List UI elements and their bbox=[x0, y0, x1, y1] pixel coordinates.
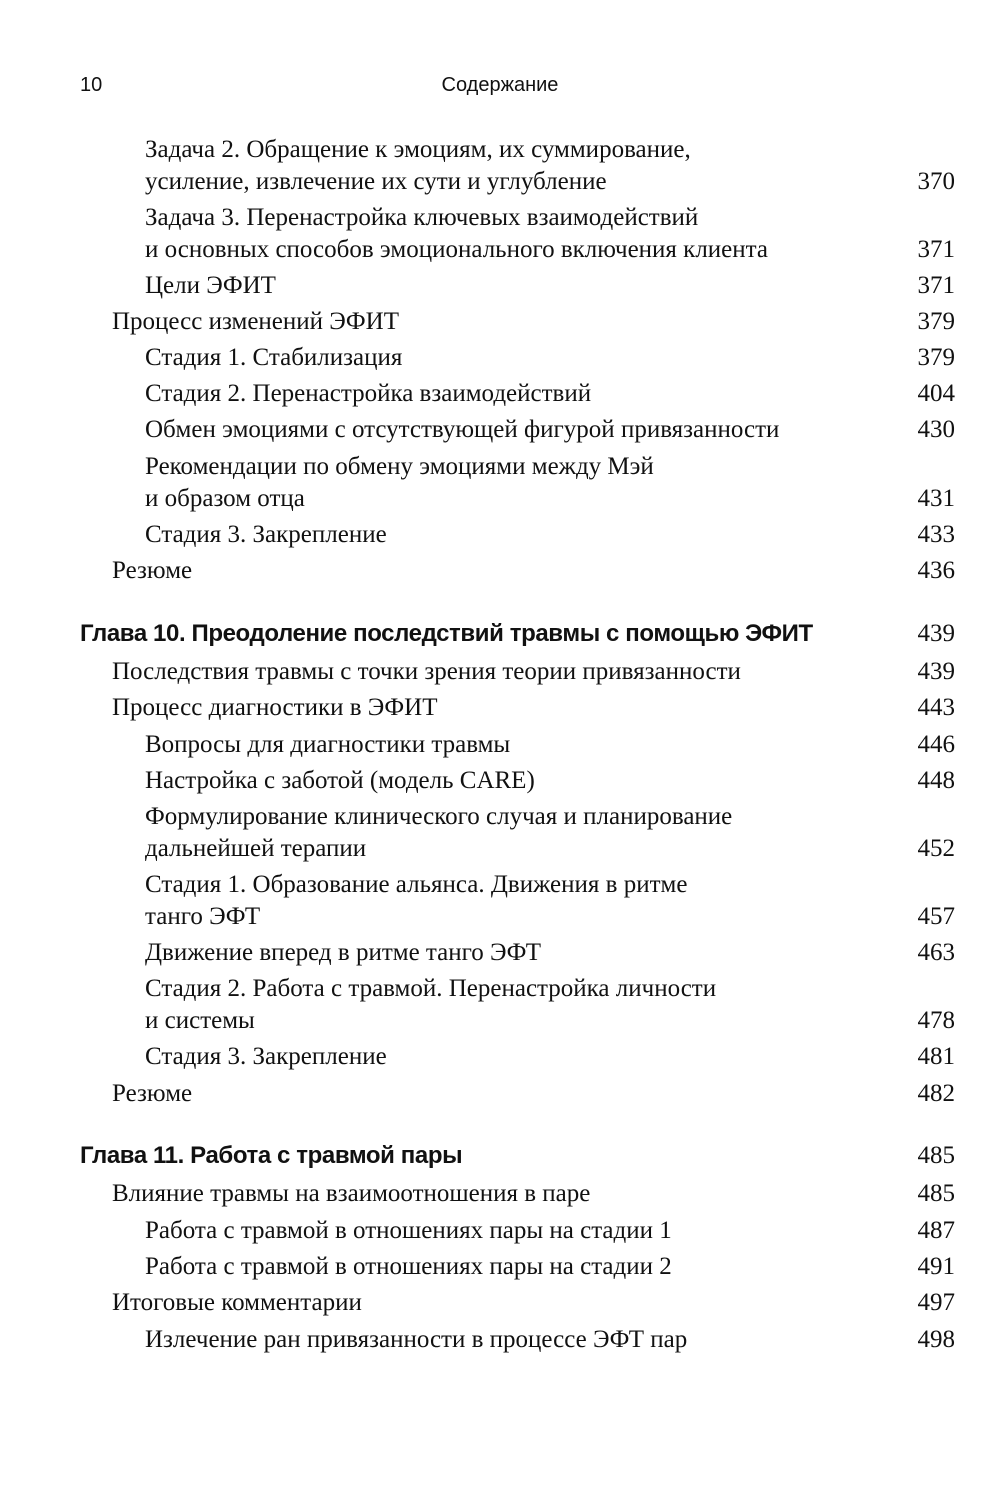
toc-entry-line bbox=[0, 134, 1000, 166]
toc-entry-line bbox=[0, 1251, 1000, 1283]
toc-entry-line bbox=[0, 555, 1000, 587]
toc-entry-page: 379 bbox=[917, 344, 955, 371]
toc-entry-title: Задача 2. Обращение к эмоциям, их суммирование, bbox=[145, 136, 691, 163]
toc-entry-line bbox=[0, 1215, 1000, 1247]
toc-entry-title: Излечение ран привязанности в процессе ЭФТ пар bbox=[145, 1326, 688, 1353]
toc-chapter-page: 485 bbox=[917, 1142, 955, 1169]
toc-entry-line bbox=[0, 1178, 1000, 1210]
toc-entry-page: 443 bbox=[917, 694, 955, 721]
toc-entry-page: 371 bbox=[917, 236, 955, 263]
toc-entry-title-cont: усиление, извлечение их сути и углубление bbox=[145, 168, 607, 195]
toc-entry-page: 481 bbox=[917, 1043, 955, 1070]
toc-entry-title: Стадия 1. Стабилизация bbox=[145, 344, 403, 371]
toc-entry-line bbox=[0, 1324, 1000, 1356]
toc-section-title: Влияние травмы на взаимоотношения в паре bbox=[112, 1180, 591, 1207]
toc-entry-page: 371 bbox=[917, 272, 955, 299]
toc-entry-page: 498 bbox=[917, 1326, 955, 1353]
toc-section-title: Процесс изменений ЭФИТ bbox=[112, 308, 399, 335]
toc-entry-title: Стадия 2. Перенастройка взаимодействий bbox=[145, 380, 592, 407]
toc-entry-title: Цели ЭФИТ bbox=[145, 272, 276, 299]
toc-entry-line bbox=[0, 901, 1000, 933]
toc-entry-line bbox=[0, 414, 1000, 446]
toc-entry-title: Обмен эмоциями с отсутствующей фигурой привязанности bbox=[145, 416, 780, 443]
toc-entry-line bbox=[0, 306, 1000, 338]
toc-section-title: Резюме bbox=[112, 557, 193, 584]
toc-entry-line bbox=[0, 692, 1000, 724]
toc-entry-page: 497 bbox=[917, 1289, 955, 1316]
toc-entry-line bbox=[0, 519, 1000, 551]
toc-entry-page: 448 bbox=[917, 767, 955, 794]
toc-entry-line bbox=[0, 729, 1000, 761]
toc-entry-page: 370 bbox=[917, 168, 955, 195]
toc-section-title: Процесс диагностики в ЭФИТ bbox=[112, 694, 438, 721]
toc-entry-page: 433 bbox=[917, 521, 955, 548]
toc-entry-line bbox=[0, 202, 1000, 234]
toc-chapter-title: Глава 10. Преодоление последствий травмы с помощью ЭФИТ bbox=[80, 620, 813, 647]
toc-entry-title: Рекомендации по обмену эмоциями между Мэй bbox=[145, 453, 654, 480]
toc-entry-title-cont: танго ЭФТ bbox=[145, 903, 261, 930]
toc-entry-title: Работа с травмой в отношениях пары на стадии 1 bbox=[145, 1217, 672, 1244]
toc-entry-line bbox=[0, 234, 1000, 266]
toc-entry-line bbox=[0, 801, 1000, 833]
toc-entry-page: 463 bbox=[917, 939, 955, 966]
toc-entry-line bbox=[0, 342, 1000, 374]
toc-entry-title: Вопросы для диагностики травмы bbox=[145, 731, 511, 758]
toc-entry-page: 404 bbox=[917, 380, 955, 407]
page-number: 10 bbox=[80, 74, 103, 96]
toc-entry-line bbox=[0, 656, 1000, 688]
toc-entry-line bbox=[0, 378, 1000, 410]
toc-entry-title: Формулирование клинического случая и планирование bbox=[145, 803, 733, 830]
toc-entry-page: 446 bbox=[917, 731, 955, 758]
toc-entry-line bbox=[0, 166, 1000, 198]
toc-entry-title: Настройка с заботой (модель CARE) bbox=[145, 767, 535, 794]
toc-entry-page: 431 bbox=[917, 485, 955, 512]
toc-entry-line bbox=[0, 1078, 1000, 1110]
toc-entry-page: 485 bbox=[917, 1180, 955, 1207]
running-title: Содержание bbox=[441, 74, 559, 96]
toc-chapter-title: Глава 11. Работа с травмой пары bbox=[80, 1142, 463, 1169]
toc-entry-line bbox=[0, 483, 1000, 515]
toc-section-title: Последствия травмы с точки зрения теории привязанности bbox=[112, 658, 741, 685]
toc-entry-line bbox=[0, 451, 1000, 483]
toc-entry-title: Стадия 3. Закрепление bbox=[145, 1043, 387, 1070]
toc-entry-page: 482 bbox=[917, 1080, 955, 1107]
toc-entry-page: 491 bbox=[917, 1253, 955, 1280]
toc-entry-line bbox=[0, 1287, 1000, 1319]
toc-entry-title-cont: и основных способов эмоционального включения клиента bbox=[145, 236, 768, 263]
toc-entry-line bbox=[0, 270, 1000, 302]
toc-entry-page: 436 bbox=[917, 557, 955, 584]
toc-chapter-line bbox=[0, 618, 1000, 650]
toc-entry-page: 430 bbox=[917, 416, 955, 443]
toc-entry-title: Стадия 2. Работа с травмой. Перенастройка личности bbox=[145, 975, 717, 1002]
toc-entry-page: 487 bbox=[917, 1217, 955, 1244]
toc-entry-title-cont: и образом отца bbox=[145, 485, 305, 512]
toc-entry-title-cont: и системы bbox=[145, 1007, 255, 1034]
toc-entry-title: Движение вперед в ритме танго ЭФТ bbox=[145, 939, 542, 966]
toc-entry-page: 478 bbox=[917, 1007, 955, 1034]
toc-chapter-line bbox=[0, 1140, 1000, 1172]
toc-entry-line bbox=[0, 765, 1000, 797]
toc-entry-title: Стадия 1. Образование альянса. Движения в ритме bbox=[145, 871, 688, 898]
toc-entry-line bbox=[0, 833, 1000, 865]
toc-entry-line bbox=[0, 937, 1000, 969]
toc-chapter-page: 439 bbox=[917, 620, 955, 647]
toc-entry-line bbox=[0, 1041, 1000, 1073]
toc-entry-line bbox=[0, 1005, 1000, 1037]
toc-entry-title: Стадия 3. Закрепление bbox=[145, 521, 387, 548]
toc-entry-title: Задача 3. Перенастройка ключевых взаимодействий bbox=[145, 204, 699, 231]
toc-section-title: Резюме bbox=[112, 1080, 193, 1107]
toc-entry-line bbox=[0, 973, 1000, 1005]
toc-section-title: Итоговые комментарии bbox=[112, 1289, 362, 1316]
toc-entry-title: Работа с травмой в отношениях пары на стадии 2 bbox=[145, 1253, 672, 1280]
toc-entry-title-cont: дальнейшей терапии bbox=[145, 835, 367, 862]
toc-entry-page: 452 bbox=[917, 835, 955, 862]
toc-entry-page: 457 bbox=[917, 903, 955, 930]
toc-entry-page: 439 bbox=[917, 658, 955, 685]
toc-entry-page: 379 bbox=[917, 308, 955, 335]
toc-entry-line bbox=[0, 869, 1000, 901]
